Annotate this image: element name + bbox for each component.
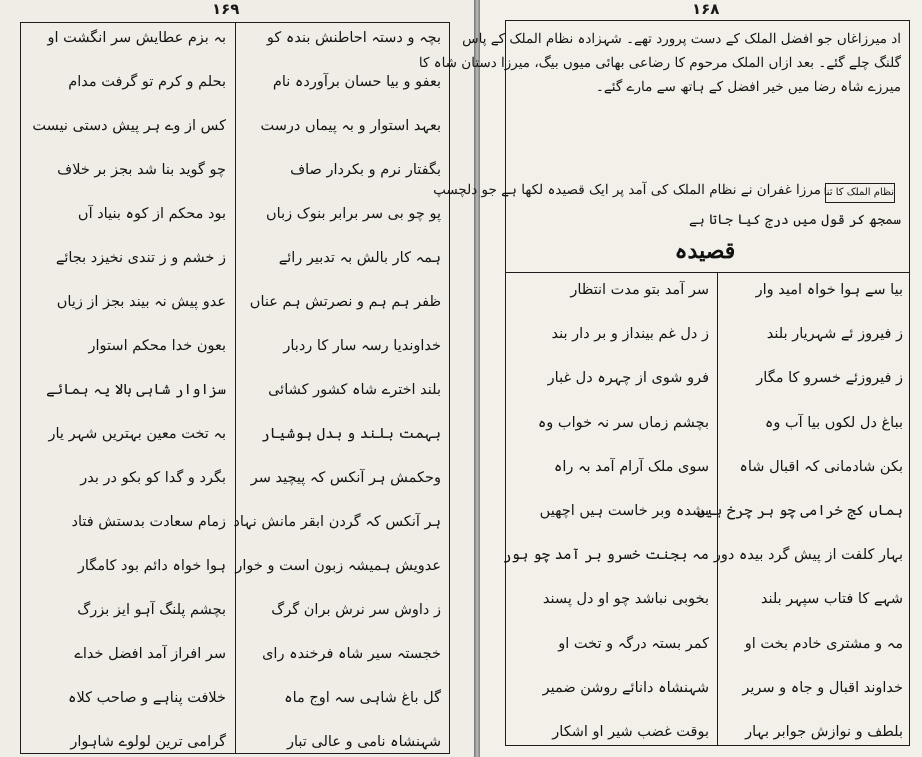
right-page-number: ۱۶۸ bbox=[692, 0, 720, 18]
verse-line: کس از وے ہر پیش دستی نیست bbox=[32, 118, 226, 134]
verse-line: بچشم پلنگ آہو ایز بزرگ bbox=[77, 602, 226, 618]
margin-note-box: نظام الملک کا ثنا bbox=[825, 183, 895, 203]
intro-line: اد میرزاغاں جو افضل الملک کے دست پرورد تھے۔ شہزادہ نظام الملک کے پاس bbox=[462, 31, 901, 47]
verse-line: بعفو و بیا حسان برآوردہ نام bbox=[272, 74, 441, 90]
verse-line: گل باغ شاہی سہ اوج ماہ bbox=[284, 690, 441, 706]
verse-line: فرو شوی از چہرہ دل غبار bbox=[547, 370, 709, 387]
intro-paragraph bbox=[418, 27, 901, 99]
intro-line: گلنگ چلے گئے۔ بعد ازاں الملک مرحوم کا رضاعی بھائی میوں بیگ، میرزا دستان شاہ کا bbox=[418, 55, 901, 71]
verse-line: بلطف و نوازش جوابر بہار bbox=[745, 723, 903, 740]
verse-line: گرامی ترین لولوے شاہوار bbox=[70, 734, 226, 750]
verse-line: زمام سعادت بدستش فتاد bbox=[71, 514, 226, 530]
verse-line: شہنشاہ دانائے روشن ضمیر bbox=[542, 679, 709, 696]
verse-line: بعون خدا محکم استوار bbox=[88, 338, 226, 354]
verse-line: بباغ دل لکوں بیا آب وہ bbox=[764, 414, 903, 431]
left-page-number: ۱۶۹ bbox=[212, 0, 240, 18]
poem-intro-text: مرزا غفران نے نظام الملک کی آمد پر ایک قصیدہ لکھا ہے جو دلچسپ bbox=[433, 182, 821, 198]
verse-line: ہر آنکس کہ گردن ابقر مانش نہاد bbox=[233, 514, 441, 530]
verse-line: ز فیروزئے خسرو کا مگار bbox=[756, 370, 903, 387]
right-page-left-column bbox=[502, 282, 709, 740]
verse-line: بچہ و دستہ احاطنش بندہ کو bbox=[266, 30, 441, 46]
verse-line: بہ بزم عطایش سر انگشت او bbox=[47, 30, 226, 46]
intro-line: میرزے شاہ رضا میں خیر افضل کے ہاتھ سے مارے گئے۔ bbox=[595, 79, 901, 95]
verse-line: وحکمش ہر آنکس کہ پیچید سر bbox=[250, 470, 441, 486]
heading-rule bbox=[505, 272, 910, 273]
left-page-right-column bbox=[233, 30, 441, 750]
verse-line: خلافت پناہے و صاحب کلاہ bbox=[67, 690, 226, 706]
verse-line: ظفر ہم ہم و نصرتش ہم عناں bbox=[249, 294, 441, 310]
left-page-left-column bbox=[30, 30, 226, 750]
right-page-right-column bbox=[696, 282, 903, 740]
verse-line: سزاوار شاہی بالا یہ ہمائے bbox=[46, 382, 226, 398]
verse-line: سوی ملک آرام آمد بہ راہ bbox=[553, 458, 709, 475]
verse-line: مہ بجنت خسرو بر آمد چو ہور bbox=[502, 547, 709, 564]
verse-line: بہ تخت معین بہتریں شہر یار bbox=[48, 426, 226, 442]
verse-line: بہمت بلند و بدل ہوشیار bbox=[261, 426, 441, 442]
verse-line: ز داوش سر نرش بران گرگ bbox=[271, 602, 441, 618]
verse-line: عدو پیش نہ بیند بجز از زیاں bbox=[56, 294, 226, 310]
verse-line: کمر بستہ درگہ و تخت او bbox=[558, 635, 709, 652]
verse-line: خجستہ سیر شاہ فرخندہ رای bbox=[262, 646, 441, 662]
verse-line: ہمہ کار بالش بہ تدبیر رائے bbox=[278, 250, 441, 266]
verse-line: بہار کلفت از پیش گرد بیدہ دور bbox=[713, 547, 903, 564]
verse-line: ز خشم و ز تندی نخیزد بجائے bbox=[55, 250, 226, 266]
verse-line: ز فیروز ئے شہریار بلند bbox=[766, 326, 903, 343]
qasida-heading: قصیدہ bbox=[674, 238, 736, 264]
verse-line: بکن شادمانی کہ اقبال شاہ bbox=[739, 458, 903, 475]
verse-line: بیا سے ہوا خواہ امید وار bbox=[755, 282, 903, 298]
verse-line: بخوبی نباشد چو او دل پسند bbox=[542, 591, 709, 608]
verse-line: بحلم و کرم تو گرفت مدام bbox=[68, 74, 226, 90]
verse-line: خداوند اقبال و جاہ و سریر bbox=[742, 679, 903, 696]
verse-line: بود محکم از کوہ بنیاد آں bbox=[77, 206, 226, 222]
poem-intro-line-1 bbox=[433, 178, 821, 202]
verse-line: ہوا خواہ دائم بود کامگار bbox=[77, 558, 226, 574]
verse-line: خداوندیا رسہ سار کا ردبار bbox=[283, 338, 441, 354]
verse-line: بگرد و گدا کو بکو در بدر bbox=[80, 470, 226, 486]
verse-line: شہنشاہ نامی و عالی تبار bbox=[286, 734, 441, 750]
verse-line: بعہد استوار و بہ پیماں درست bbox=[260, 118, 441, 134]
verse-line: بگفتار نرم و بکردار صاف bbox=[290, 162, 441, 178]
verse-line: بلند اخترے شاہ کشور کشائی bbox=[268, 382, 441, 398]
right-page bbox=[418, 0, 922, 757]
verse-line: ز دل غم بینداز و بر دار بند bbox=[551, 326, 709, 343]
verse-line: سر افراز آمد افضل خداے bbox=[74, 646, 226, 662]
verse-line: بچشم زماں سر نہ خواب وہ bbox=[537, 414, 709, 431]
poem-intro-line-2 bbox=[515, 208, 901, 232]
poem-intro-text: سمجھ کر قول میں درج کیا جاتا ہے bbox=[689, 212, 901, 228]
verse-line: بشدہ وبر خاست ہیں اچھیں bbox=[539, 502, 709, 519]
verse-line: ہماں کج خرامی چو ہر چرخ ہیں bbox=[696, 502, 903, 519]
verse-line: مہ و مشتری خادم بخت او bbox=[744, 635, 903, 652]
verse-line: شہے کا فتاب سپہر بلند bbox=[760, 591, 903, 608]
verse-line: چو گوید بنا شد بجز بر خلاف bbox=[57, 162, 226, 178]
verse-line: پو چو بی سر برابر بنوک زباں bbox=[266, 206, 441, 222]
verse-line: بوقت غضب شیر او اشکار bbox=[552, 723, 709, 740]
left-column-divider bbox=[235, 22, 236, 754]
verse-line: سر آمد بتو مدت انتظار bbox=[570, 282, 709, 298]
verse-line: عدویش ہمیشہ زبون است و خوار bbox=[235, 558, 441, 574]
